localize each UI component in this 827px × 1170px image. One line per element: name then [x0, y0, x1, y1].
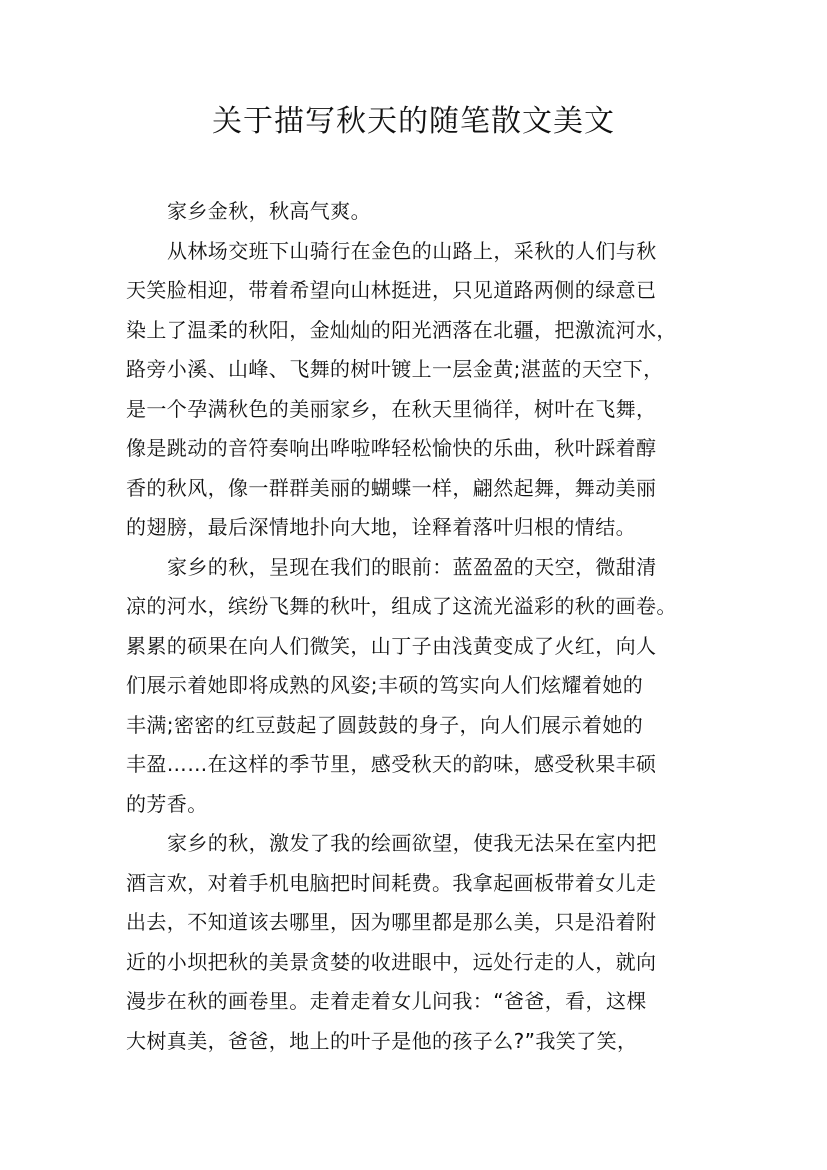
text-line: 漫步在秋的画卷里。走着走着女儿问我：“爸爸，看，这棵	[126, 989, 647, 1013]
text-line: 出去，不知道该去哪里，因为哪里都是那么美，只是沿着附	[126, 910, 657, 934]
text-line: 家乡的秋，呈现在我们的眼前：蓝盈盈的天空，微甜清	[167, 554, 657, 579]
text-line: 香的秋风，像一群群美丽的蝴蝶一样，翩然起舞，舞动美丽	[126, 475, 657, 500]
document-body	[126, 192, 702, 1061]
text-line: 家乡的秋，激发了我的绘画欲望，使我无法呆在室内把	[167, 831, 657, 855]
text-line: 凉的河水，缤纷飞舞的秋叶，组成了这流光溢彩的秋的画卷。	[126, 594, 677, 618]
text-line: 的芳香。	[126, 791, 208, 816]
text-line: 天笑脸相迎，带着希望向山林挺进，只见道路两侧的绿意已	[126, 278, 657, 302]
text-line: 们展示着她即将成熟的风姿;丰硕的笃实向人们炫耀着她的	[126, 673, 644, 697]
text-line: 像是跳动的音符奏响出哗啦哗轻松愉快的乐曲，秋叶踩着醇	[126, 436, 657, 460]
text-line: 累累的硕果在向人们微笑，山丁子由浅黄变成了火红，向人	[126, 633, 657, 658]
text-line: 家乡金秋，秋高气爽。	[167, 199, 371, 223]
text-line: 大树真美，爸爸，地上的叶子是他的孩子么?”我笑了笑，	[126, 1028, 638, 1053]
text-line: 的翅膀，最后深情地扑向大地，诠释着落叶归根的情结。	[126, 515, 636, 539]
text-line: 丰盈……在这样的季节里，感受秋天的韵味，感受秋果丰硕	[126, 752, 657, 776]
text-line: 从林场交班下山骑行在金色的山路上，采秋的人们与秋	[167, 238, 657, 263]
text-line: 酒言欢，对着手机电脑把时间耗费。我拿起画板带着女儿走	[126, 870, 657, 895]
text-line: 丰满;密密的红豆鼓起了圆鼓鼓的身子，向人们展示着她的	[126, 712, 644, 737]
document-title: 关于描写秋天的随笔散文美文	[212, 104, 615, 139]
text-line: 染上了温柔的秋阳，金灿灿的阳光洒落在北疆，把激流河水，	[126, 317, 677, 342]
text-line: 是一个孕满秋色的美丽家乡，在秋天里徜徉，树叶在飞舞，	[126, 396, 657, 421]
text-line: 路旁小溪、山峰、飞舞的树叶镀上一层金黄;湛蓝的天空下，	[126, 357, 664, 381]
text-line: 近的小坝把秋的美景贪婪的收进眼中，远处行走的人，就向	[126, 949, 657, 974]
